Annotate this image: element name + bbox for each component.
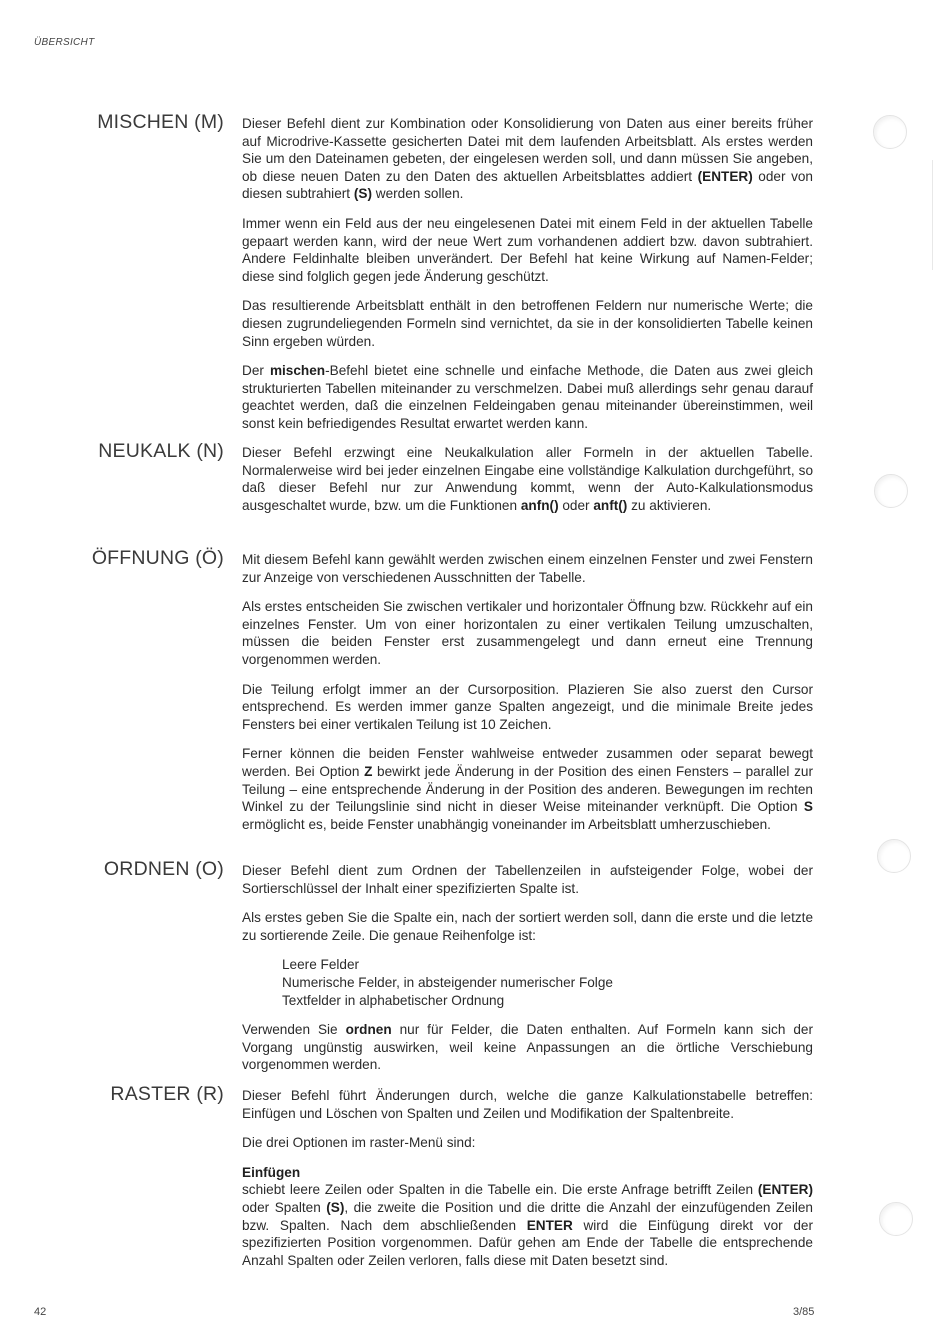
section-body (242, 551, 813, 833)
paragraph: Dieser Befehl führt Änderungen durch, welche die ganze Kalkulationstabelle betreffen: Einfügen und Löschen von Spalten und Zeilen und Modifikation der Spaltenbreite. (242, 1088, 813, 1121)
punch-hole (873, 115, 907, 149)
section-body (242, 862, 813, 1074)
page-number: 42 (34, 1306, 47, 1318)
paragraph: Die drei Optionen im raster-Menü sind: (242, 1135, 476, 1151)
paragraph: Dieser Befehl dient zur Kombination oder Konsolidierung von Daten aus einer bereits früher auf Microdrive-Kassette gesicherten Datei mit dem laufenden Arbeitsblatt. Als erstes werden Sie um den Dateinamen gebeten, der eingelesen werden soll, und dann müssen Sie angeben, ob diese neuen Daten zu den Daten des aktuellen Arbeitsblattes addiert (ENTER) oder von diesen subtrahiert (S) werden sollen. (242, 116, 813, 202)
paragraph: Das resultierende Arbeitsblatt enthält in den betroffenen Feldern nur numerische Werte; die diesen zugrundeliegenden Formeln sind vernichtet, da sie in der konsolidierten Tabelle keinen Sinn ergeben würden. (242, 298, 813, 349)
paragraph: schiebt leere Zeilen oder Spalten in die Tabelle ein. Die erste Anfrage betrifft Zeilen (ENTER) oder Spalten (S), die zweite die Position und die dritte die Anzahl der einzufügenden Zeilen bzw. Spalten. Nach dem abschließenden ENTER wird die Einfügung direkt vor der spezifizierten Position vorgenommen. Dafür gehen am Ende der Tabelle die entsprechende Anzahl Spalten oder Zeilen verloren, falls diese mit Daten besetzt sind. (242, 1182, 813, 1268)
running-header: ÜBERSICHT (34, 37, 95, 48)
punch-hole (877, 839, 911, 873)
section-body (242, 115, 813, 433)
punch-hole (874, 474, 908, 508)
paragraph: Immer wenn ein Feld aus der neu eingelesenen Datei mit einem Feld in der aktuellen Tabelle gepaart werden kann, wird der neue Wert zum vorhandenen addiert bzw. davon subtrahiert. Andere Feldinhalte bleiben unverändert. Der Befehl hat keine Wirkung auf Namen-Felder; diese sind folglich gegen jede Änderung geschützt. (242, 215, 813, 284)
page-edge-shadow (932, 160, 933, 270)
date-code: 3/85 (793, 1306, 815, 1318)
punch-hole (879, 1202, 913, 1236)
section-body (242, 1087, 813, 1269)
paragraph: Mit diesem Befehl kann gewählt werden zwischen einem einzelnen Fenster und zwei Fenstern zur Anzeige von verschiedenen Ausschnitten der Tabelle. (242, 552, 813, 585)
list-item: Leere Felder (282, 957, 360, 973)
paragraph: Verwenden Sie ordnen nur für Felder, die Daten enthalten. Auf Formeln kann sich der Vorgang ungünstig auswirken, weil keine Anpassungen an die örtliche Verschiebung vorgenommen werden. (242, 1022, 813, 1073)
section-body (242, 444, 813, 514)
paragraph: Der mischen-Befehl bietet eine schnelle und einfache Methode, die Daten aus zwei gleich strukturierten Tabellen miteinander zu verschmelzen. Dabei muß allerdings sehr genau darauf geachtet werden, daß die einzelnen Feldeingaben genau miteinander übereinstimmen, weil sonst kein befriedigendes Resultat erwartet werden kann. (242, 363, 814, 431)
paragraph: Als erstes geben Sie die Spalte ein, nach der sortiert werden soll, dann die erste und die letzte zu sortierende Zeile. Die genaue Reihenfolge ist: (242, 910, 813, 943)
paragraph: Ferner können die beiden Fenster wahlweise entweder zusammen oder separat bewegt werden. Bei Option Z bewirkt jede Änderung in der Position des einen Fensters – parallel zur Teilung – eine entsprechende Änderung in der Position des anderen. Bewegungen im rechten Winkel zu der Teilungslinie sind nicht in dieser Weise miteinander verknüpft. Die Option S ermöglicht es, beide Fenster unabhängig voneinander im Arbeitsblatt umherzuschieben. (242, 746, 813, 832)
list-item: Numerische Felder, in absteigender numerischer Folge (282, 974, 613, 990)
term-heading: MISCHEN (M) (97, 111, 224, 133)
subheading-einfuegen: Einfügen (242, 1164, 301, 1180)
term-heading: RASTER (R) (110, 1083, 224, 1105)
term-heading: ÖFFNUNG (Ö) (91, 547, 224, 569)
paragraph: Dieser Befehl dient zum Ordnen der Tabellenzeilen in aufsteigender Folge, wobei der Sortierschlüssel der Inhalt einer spezifizierten Spalte ist. (242, 863, 813, 896)
sort-order-list (282, 956, 813, 1009)
term-heading: NEUKALK (N) (98, 440, 224, 462)
paragraph: Die Teilung erfolgt immer an der Cursorposition. Plazieren Sie also zuerst den Cursor entsprechend. Es werden immer ganze Spalten angezeigt, und die minimale Breite jedes Fensters bei einer vertikalen Teilung ist 10 Zeichen. (242, 681, 813, 732)
term-heading: ORDNEN (O) (103, 858, 224, 880)
list-item: Textfelder in alphabetischer Ordnung (282, 992, 505, 1008)
paragraph: Dieser Befehl erzwingt eine Neukalkulation aller Formeln in der aktuellen Tabelle. Normalerweise wird bei jeder einzelnen Eingabe eine vollständige Kalkulation durchgeführt, so daß dieser Befehl nur zur Anwendung kommt, wenn der Auto-Kalkulationsmodus ausgeschaltet wurde, bzw. um die Funktionen anfn() oder anft() zu aktivieren. (242, 445, 813, 513)
paragraph: Als erstes entscheiden Sie zwischen vertikaler und horizontaler Öffnung bzw. Rückkehr auf ein einzelnes Fenster. Um von einer horizontalen zu einer vertikalen Teilung umzuschalten, müssen die beiden Fenster erst zusammengelegt und dann erneut eine Trennung vorgenommen werden. (242, 599, 813, 667)
